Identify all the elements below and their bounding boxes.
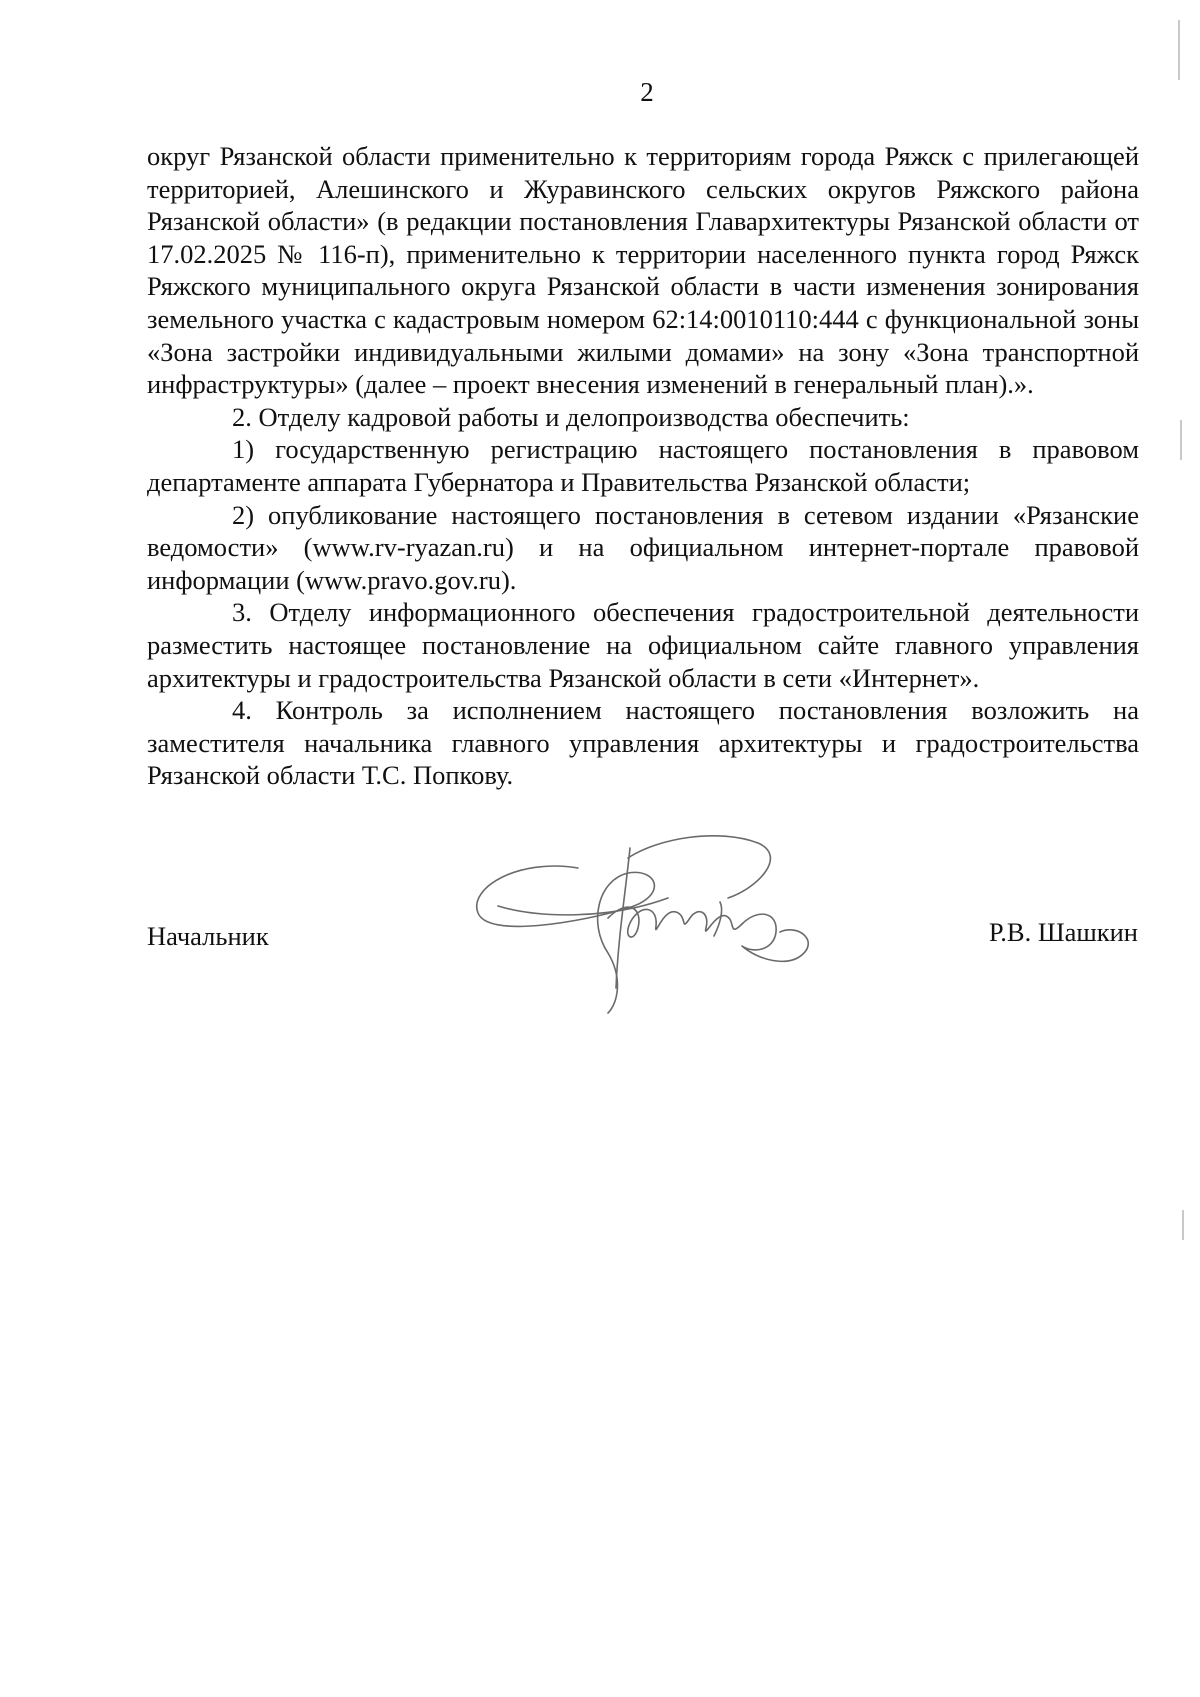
- scan-edge-mark: [1178, 20, 1180, 80]
- paragraph-subitem-2: 2) опубликование настоящего постановления в сетевом издании «Рязанские ведомости» (www.rv-ryazan.ru) и на официальном интернет-портале правовой информации (www.pravo.gov.ru).: [147, 499, 1139, 595]
- page-number: 2: [640, 77, 654, 107]
- signatory-position: Начальник: [147, 921, 269, 951]
- signatory-name: Р.В. Шашкин: [988, 917, 1138, 947]
- scan-edge-mark: [1180, 420, 1182, 460]
- scan-edge-mark: [1182, 1210, 1184, 1240]
- paragraph-item-3: 3. Отделу информационного обеспечения градостроительной деятельности разместить настоящее постановление на официальном сайте главного управления архитектуры и градостроительства Рязанской области в сети «Интернет».: [147, 597, 1139, 693]
- handwritten-signature: [458, 828, 838, 1018]
- document-body: [147, 140, 1139, 792]
- paragraph-subitem-1: 1) государственную регистрацию настоящего постановления в правовом департаменте аппарата Губернатора и Правительства Рязанской области;: [147, 434, 1139, 497]
- paragraph-continuation: округ Рязанской области применительно к территориям города Ряжск с прилегающей территорией, Алешинского и Журавинского сельских округов Ряжского района Рязанской области» (в редакции постановления Главархитектуры Рязанской области от 17.02.2025 № 116-п), применительно к территории населенного пункта город Ряжск Ряжского муниципального округа Рязанской области в части изменения зонирования земельного участка с кадастровым номером 62:14:0010110:444 с функциональной зоны «Зона застройки индивидуальными жилыми домами» на зону «Зона транспортной инфраструктуры» (далее – проект внесения изменений в генеральный план).».: [147, 141, 1139, 400]
- paragraph-item-4: 4. Контроль за исполнением настоящего постановления возложить на заместителя начальника главного управления архитектуры и градостроительства Рязанской области Т.С. Попкову.: [147, 695, 1139, 791]
- paragraph-item-2: 2. Отделу кадровой работы и делопроизводства обеспечить:: [232, 401, 910, 432]
